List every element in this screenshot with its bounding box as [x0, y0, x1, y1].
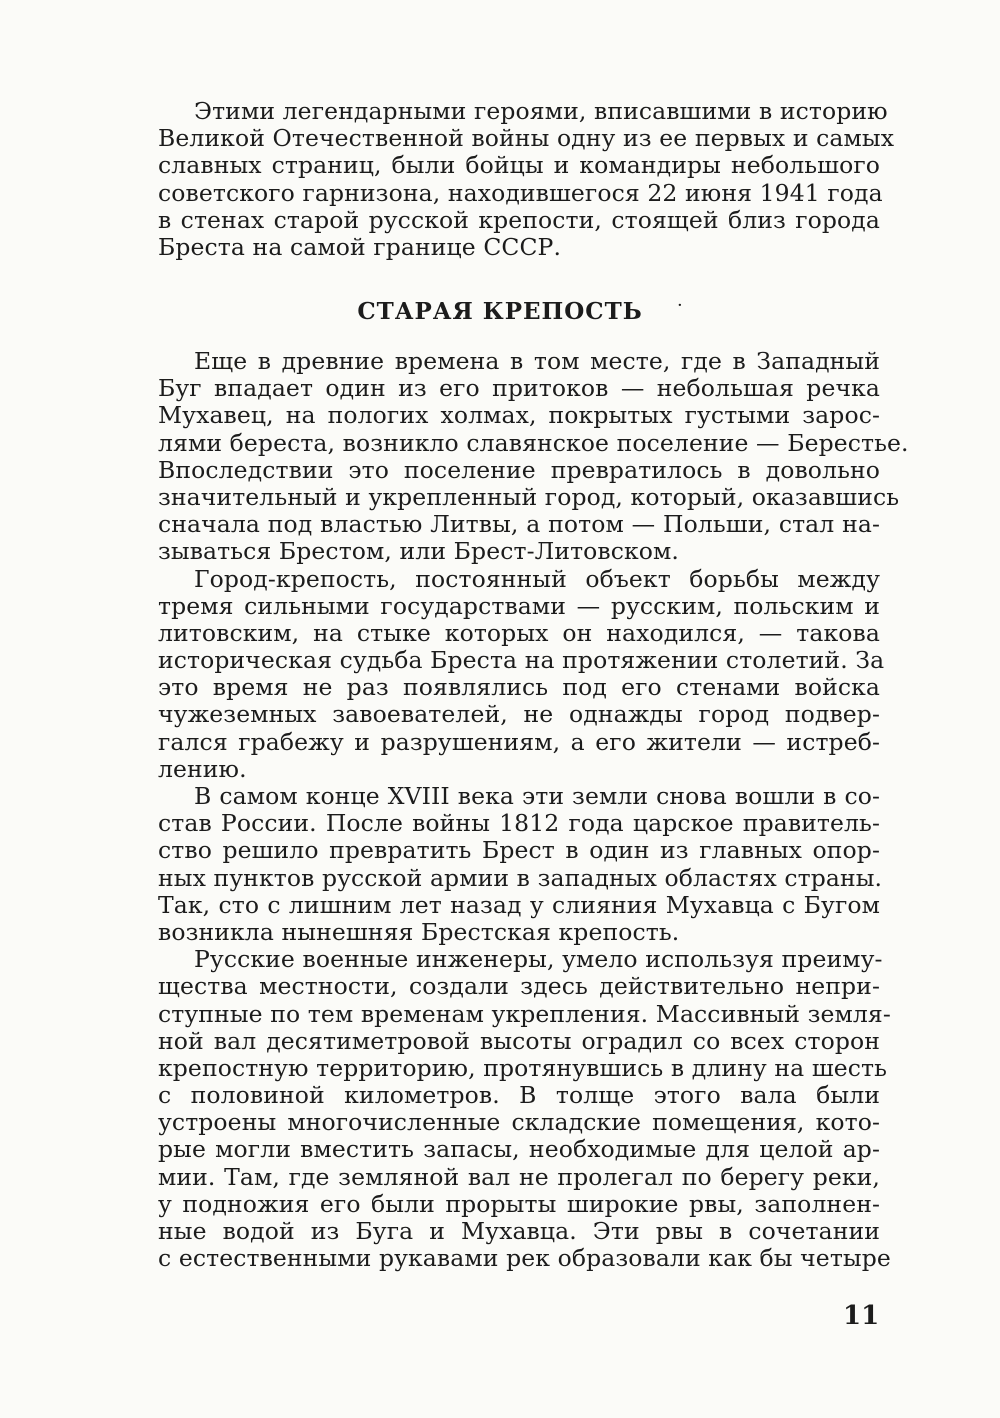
text-line: в стенах старой русской крепости, стоящей близ города — [158, 205, 880, 234]
text-line: щества местности, создали здесь действительно непри- — [158, 972, 880, 1001]
text-line: это время не раз появлялись под его стенами войска — [158, 673, 880, 702]
text-line: с половиной километров. В толще этого вала были — [158, 1081, 880, 1110]
text-line: советского гарнизона, находившегося 22 июня 1941 года — [158, 178, 883, 207]
text-line: крепостную территорию, протянувшись в длину на шесть — [158, 1053, 888, 1082]
text-line: ство решило превратить Брест в один из главных опор- — [158, 836, 880, 865]
text-line: став России. После войны 1812 года царское правитель- — [158, 809, 880, 838]
text-line: Бреста на самой границе СССР. — [158, 232, 562, 261]
print-mark: · — [677, 295, 683, 316]
text-line: лями береста, возникло славянское поселение — Берестье. — [158, 428, 909, 457]
text-line: у подножия его были прорыты широкие рвы, заполнен- — [158, 1189, 880, 1218]
text-line: возникла нынешняя Брестская крепость. — [158, 917, 680, 946]
page-number: 11 — [843, 1301, 880, 1331]
text-line: Буг впадает один из его притоков — небольшая речка — [158, 374, 880, 403]
text-line: Так, сто с лишним лет назад у слияния Мухавца с Бугом — [158, 890, 880, 919]
text-line: ные водой из Буга и Мухавца. Эти рвы в сочетании — [158, 1217, 880, 1245]
text-line: лению. — [158, 754, 247, 783]
section-title: СТАРАЯ КРЕПОСТЬ — [357, 298, 643, 325]
text-line: устроены многочисленные складские помещения, кото- — [158, 1108, 880, 1137]
text-line: историческая судьба Бреста на протяжении столетий. За — [158, 646, 885, 675]
text-line: чужеземных завоевателей, не однажды город подвер- — [158, 700, 880, 729]
text-line: сначала под властью Литвы, а потом — Польши, стал на- — [158, 510, 880, 539]
text-line: ных пунктов русской армии в западных областях страны. — [158, 863, 883, 892]
text-line: гался грабежу и разрушениям, а его жители — истреб- — [158, 727, 880, 756]
text-line: Великой Отечественной войны одну из ее первых и самых — [158, 124, 895, 153]
text-line: Мухавец, на пологих холмах, покрытых густыми зарос- — [158, 401, 880, 430]
text-line: В самом конце XVIII века эти земли снова вошли в со- — [194, 782, 880, 810]
text-line: Русские военные инженеры, умело используя преиму- — [194, 945, 883, 974]
text-line: Этими легендарными героями, вписавшими в историю — [194, 97, 888, 125]
text-line: рые могли вместить запасы, необходимые для целой ар- — [158, 1135, 880, 1164]
text-line: Еще в древние времена в том месте, где в Западный — [194, 347, 880, 375]
text-line: литовским, на стыке которых он находился, — такова — [158, 618, 880, 647]
text-line: тремя сильными государствами — русским, польским и — [158, 591, 880, 620]
text-line: мии. Там, где земляной вал не пролегал по берегу реки, — [158, 1162, 880, 1191]
text-line: зываться Брестом, или Брест-Литовском. — [158, 537, 680, 566]
paragraph-1 — [158, 347, 909, 1273]
text-line: ной вал десятиметровой высоты оградил со всех сторон — [158, 1026, 880, 1055]
intro-paragraph — [158, 97, 895, 261]
text-line: значительный и укрепленный город, который, оказавшись — [158, 482, 900, 511]
text-line: Впоследствии это поселение превратилось в довольно — [158, 455, 880, 484]
text-line: Город-крепость, постоянный объект борьбы между — [194, 564, 880, 593]
text-line: с естественными рукавами рек образовали как бы четыре — [158, 1244, 891, 1273]
text-line: ступные по тем временам укрепления. Массивный земля- — [158, 999, 891, 1028]
text-line: славных страниц, были бойцы и командиры небольшого — [158, 151, 880, 180]
